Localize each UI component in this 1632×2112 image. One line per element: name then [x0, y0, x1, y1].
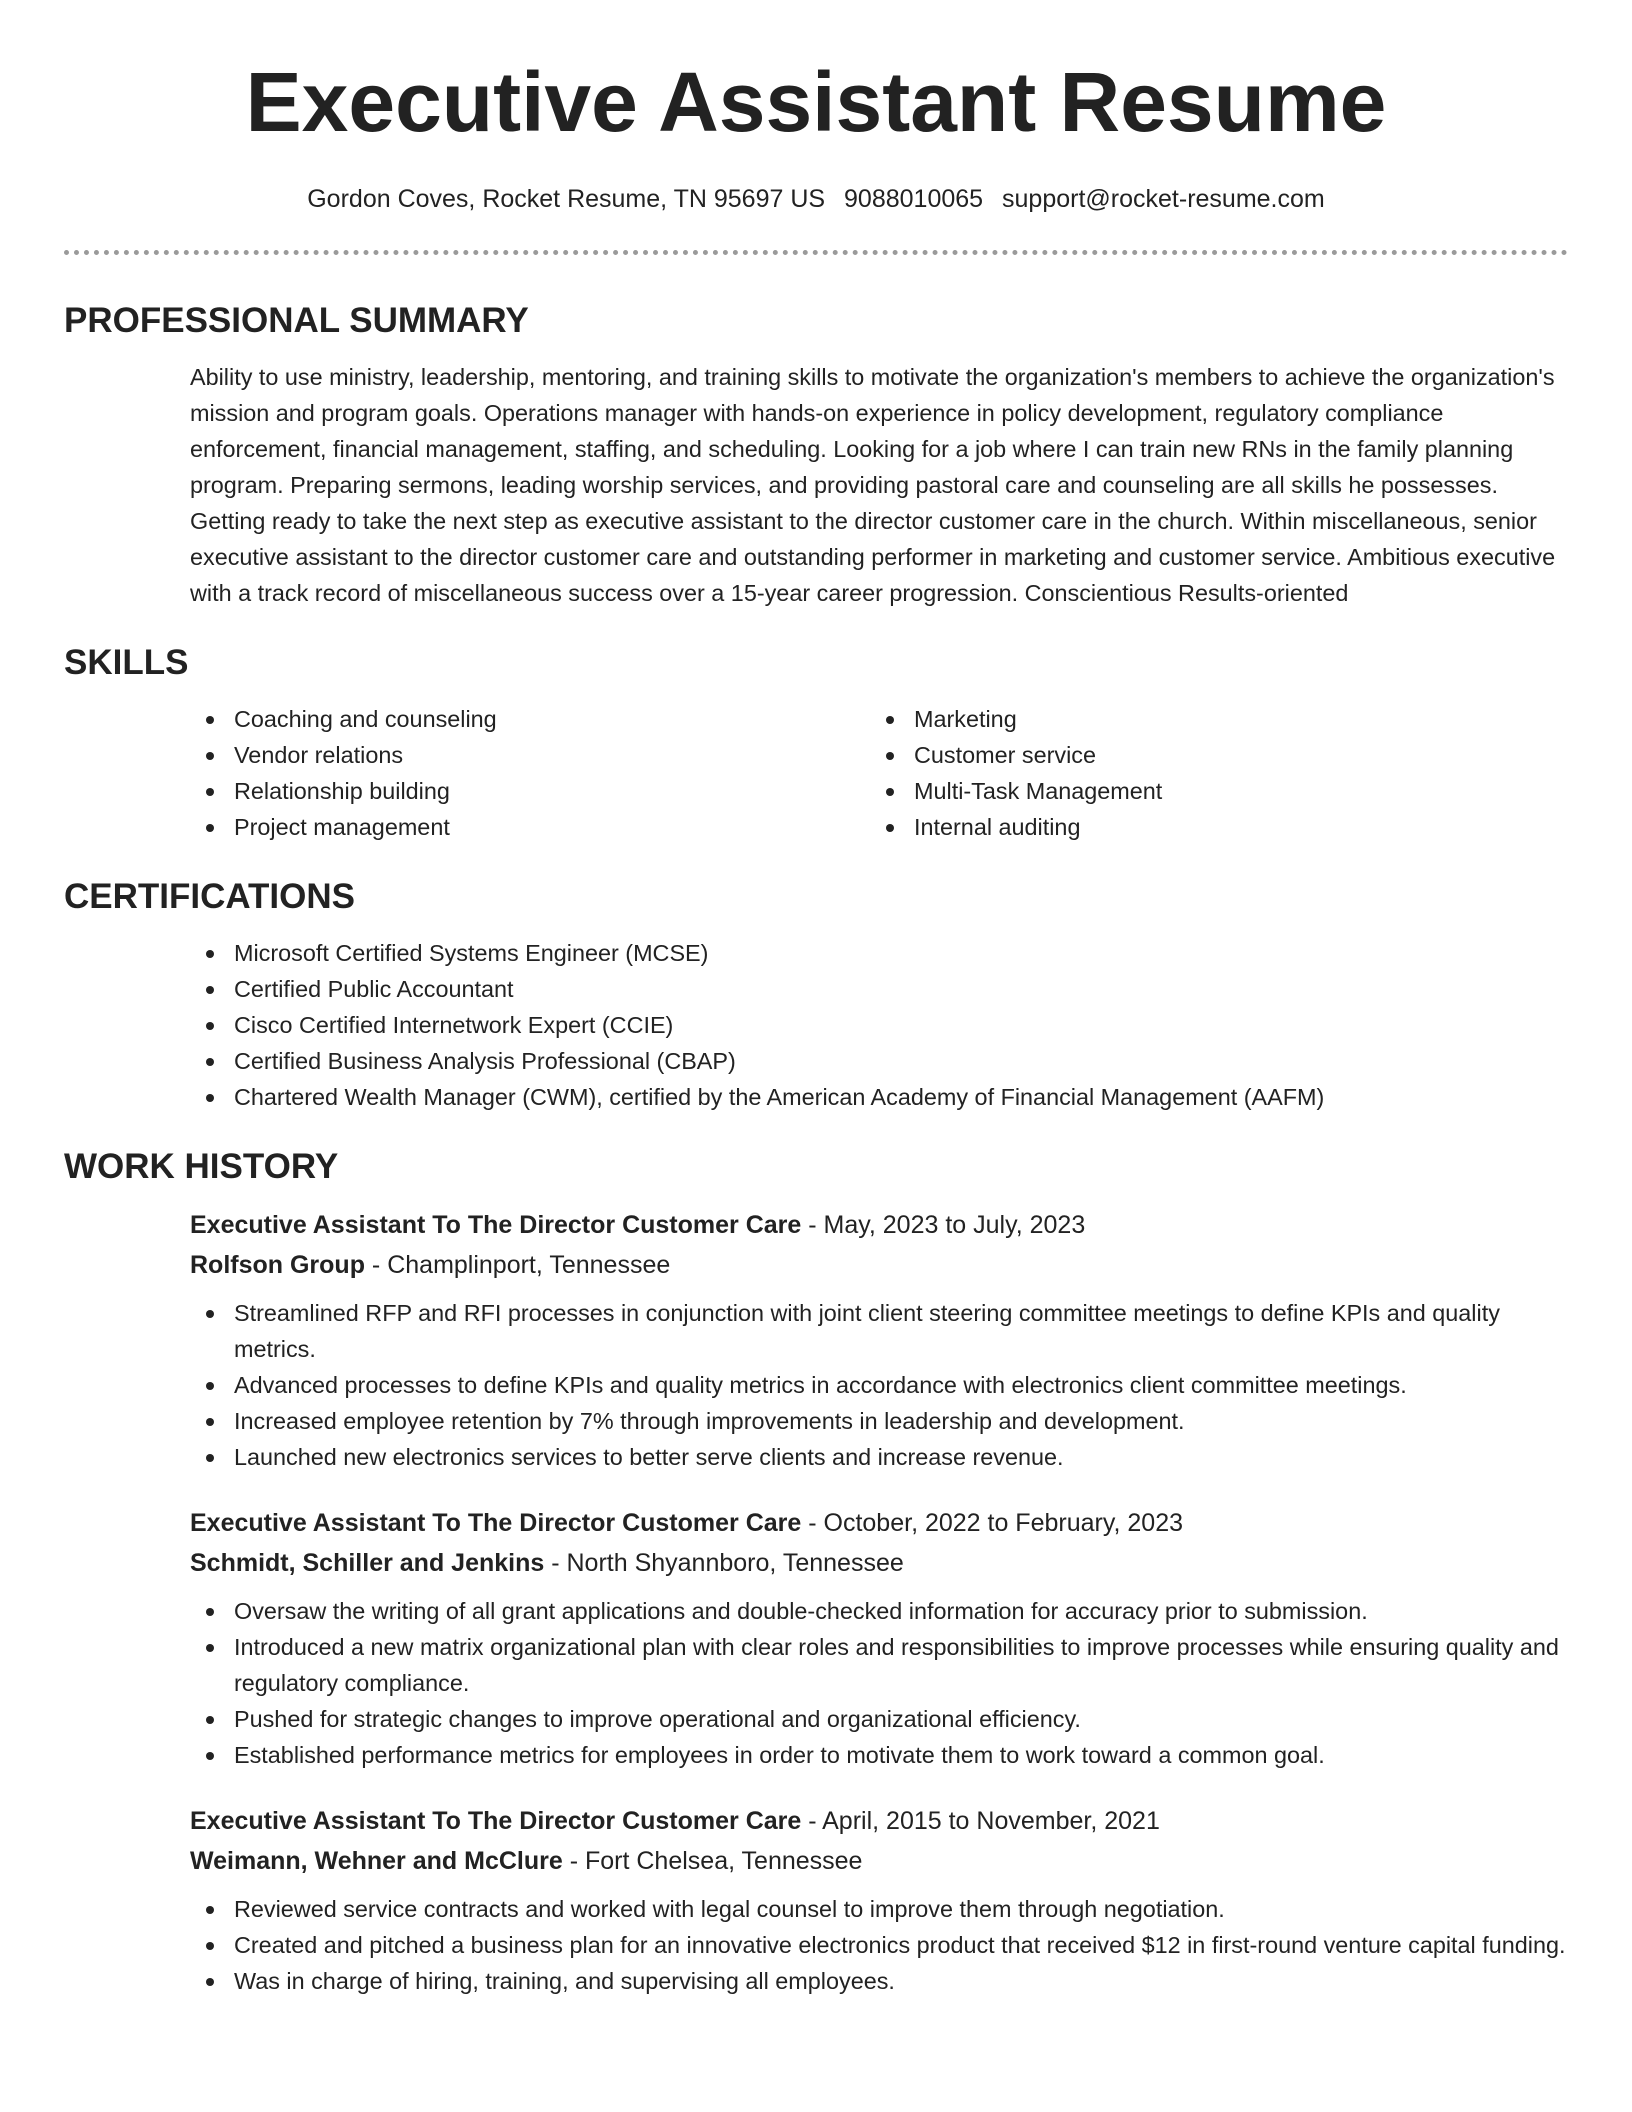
skill-item: Coaching and counseling — [190, 701, 870, 737]
summary-heading: PROFESSIONAL SUMMARY — [64, 301, 529, 340]
skill-item: Multi-Task Management — [870, 773, 1550, 809]
job-dates: - October, 2022 to February, 2023 — [801, 1509, 1183, 1537]
job-bullet: Advanced processes to define KPIs and quality metrics in accordance with electronics client committee meetings. — [190, 1367, 1568, 1403]
job-title: Executive Assistant To The Director Customer Care — [190, 1807, 802, 1835]
skill-item: Customer service — [870, 737, 1550, 773]
resume-page — [64, 0, 1568, 2027]
job-bullets — [190, 1891, 1568, 1999]
contact-line — [64, 182, 1568, 216]
contact-email: support@rocket-resume.com — [1002, 185, 1325, 213]
job-company-line — [190, 1841, 1568, 1881]
skill-item: Internal auditing — [870, 809, 1550, 845]
job-location: - Champlinport, Tennessee — [364, 1251, 671, 1279]
job-bullet: Established performance metrics for employees in order to motivate them to work toward a common goal. — [190, 1737, 1568, 1773]
skill-item: Marketing — [870, 701, 1550, 737]
certifications-body — [190, 935, 1568, 1115]
skills-right-list — [870, 701, 1550, 845]
job-bullet: Reviewed service contracts and worked with legal counsel to improve them through negotiation. — [190, 1891, 1568, 1927]
skills-heading: SKILLS — [64, 643, 189, 682]
header-divider — [64, 250, 1568, 255]
job-entry — [190, 1205, 1568, 1475]
job-title-line — [190, 1801, 1568, 1841]
job-bullet: Streamlined RFP and RFI processes in conjunction with joint client steering committee meetings to define KPIs and quality metrics. — [190, 1295, 1568, 1367]
skills-grid — [190, 701, 1568, 845]
job-bullet: Created and pitched a business plan for an innovative electronics product that received $12 in first-round venture capital funding. — [190, 1927, 1568, 1963]
job-location: - North Shyannboro, Tennessee — [544, 1549, 904, 1577]
job-title-line — [190, 1503, 1568, 1543]
job-bullets — [190, 1295, 1568, 1475]
certifications-list — [190, 935, 1568, 1115]
work-history-body — [190, 1205, 1568, 1999]
job-location: - Fort Chelsea, Tennessee — [562, 1847, 863, 1875]
certification-item: Microsoft Certified Systems Engineer (MCSE) — [190, 935, 1568, 971]
job-dates: - April, 2015 to November, 2021 — [801, 1807, 1160, 1835]
skill-item: Vendor relations — [190, 737, 870, 773]
summary-section — [64, 299, 1568, 611]
certification-item: Certified Business Analysis Professional (CBAP) — [190, 1043, 1568, 1079]
job-bullet: Launched new electronics services to better serve clients and increase revenue. — [190, 1439, 1568, 1475]
job-company-line — [190, 1543, 1568, 1583]
certification-item: Chartered Wealth Manager (CWM), certified by the American Academy of Financial Management (AAFM) — [190, 1079, 1568, 1115]
skills-left-list — [190, 701, 870, 845]
skills-section — [64, 641, 1568, 845]
certifications-section — [64, 875, 1568, 1115]
job-bullet: Oversaw the writing of all grant applications and double-checked information for accuracy prior to submission. — [190, 1593, 1568, 1629]
job-bullet: Pushed for strategic changes to improve operational and organizational efficiency. — [190, 1701, 1568, 1737]
skill-item: Relationship building — [190, 773, 870, 809]
contact-phone: 9088010065 — [844, 185, 984, 213]
job-company-line — [190, 1245, 1568, 1285]
work-history-heading: WORK HISTORY — [64, 1147, 339, 1186]
job-company: Schmidt, Schiller and Jenkins — [190, 1549, 545, 1577]
job-company: Weimann, Wehner and McClure — [190, 1847, 563, 1875]
certifications-heading: CERTIFICATIONS — [64, 877, 356, 916]
job-entry — [190, 1503, 1568, 1773]
job-title: Executive Assistant To The Director Customer Care — [190, 1211, 802, 1239]
job-dates: - May, 2023 to July, 2023 — [801, 1211, 1086, 1239]
summary-text: Ability to use ministry, leadership, mentoring, and training skills to motivate the organization's members to achieve the organization's mission and program goals. Operations manager with hands-on experience in policy development, regulatory compliance enforcement, financial management, staffing, and scheduling. Looking for a job where I can train new RNs in the family planning program. Preparing sermons, leading worship services, and providing pastoral care and counseling are all skills he possesses. Getting ready to take the next step as executive assistant to the director customer care in the church. Within miscellaneous, senior executive assistant to the director customer care and outstanding performer in marketing and customer service. Ambitious executive with a track record of miscellaneous success over a 15-year career progression. Conscientious Results-oriented — [190, 364, 1556, 606]
job-bullet: Was in charge of hiring, training, and supervising all employees. — [190, 1963, 1568, 1999]
certification-item: Cisco Certified Internetwork Expert (CCIE) — [190, 1007, 1568, 1043]
certification-item: Certified Public Accountant — [190, 971, 1568, 1007]
job-bullet: Introduced a new matrix organizational plan with clear roles and responsibilities to improve processes while ensuring quality and regulatory compliance. — [190, 1629, 1568, 1701]
job-company: Rolfson Group — [190, 1251, 365, 1279]
job-title-line — [190, 1205, 1568, 1245]
skill-item: Project management — [190, 809, 870, 845]
contact-address: Gordon Coves, Rocket Resume, TN 95697 US — [307, 185, 826, 213]
job-bullet: Increased employee retention by 7% through improvements in leadership and development. — [190, 1403, 1568, 1439]
job-entry — [190, 1801, 1568, 1999]
resume-title: Executive Assistant Resume — [245, 55, 1387, 149]
work-history-section — [64, 1145, 1568, 1999]
job-title: Executive Assistant To The Director Customer Care — [190, 1509, 802, 1537]
summary-body — [190, 359, 1568, 611]
job-bullets — [190, 1593, 1568, 1773]
